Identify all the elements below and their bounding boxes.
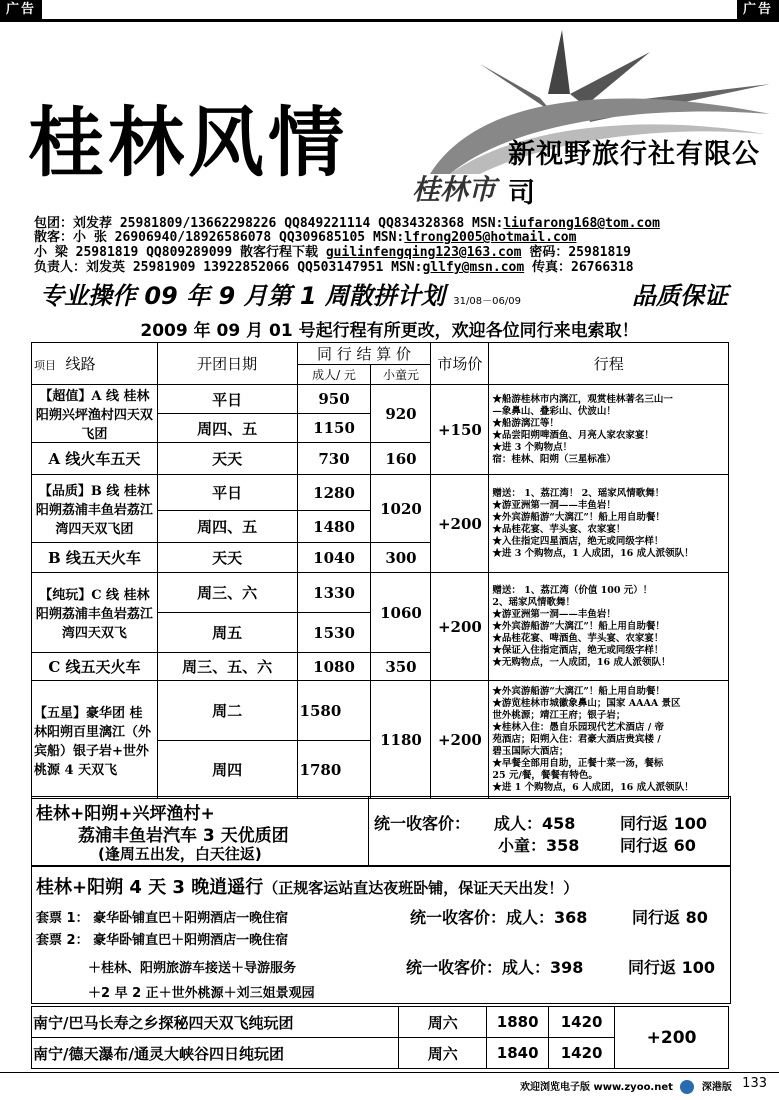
- package-2: 套票 2： 豪华卧铺直巴＋阳朔酒店一晚住宿: [36, 933, 289, 948]
- train-title: 桂林+阳朔 4 天 3 晚逍遥行（正规客运站直达夜班卧铺，保证天天出发！）: [36, 877, 579, 898]
- nanning-adult: 1840: [487, 1038, 549, 1069]
- nanning-adult: 1880: [487, 1007, 549, 1038]
- route-table: [31, 342, 729, 799]
- bus-child-rebate: 同行返 60: [620, 836, 696, 855]
- package-2-rebate: 同行返 100: [628, 958, 715, 977]
- notice: 2009 年 09 月 01 号起行程有所更改，欢迎各位同行来电索取！: [140, 321, 639, 341]
- route-b-price2: 1480: [297, 511, 371, 543]
- nanning-day: 周六: [399, 1007, 487, 1038]
- top-divider: [0, 19, 779, 22]
- route-c-train-adult: 1080: [297, 653, 371, 681]
- route-b-date2: 周四、五: [157, 511, 297, 543]
- route-b-market: +200: [431, 475, 489, 573]
- route-c-date1: 周三、六: [157, 573, 297, 613]
- route-d-child: 1180: [371, 681, 431, 799]
- route-a-date1: 平日: [157, 385, 297, 414]
- contact-line: 包团：刘发荐 25981809/13662298226 QQ849221114 QQ834328368 MSN:liufarong168@tom.com: [34, 216, 660, 231]
- route-d-date1: 周二: [157, 681, 297, 741]
- contact-line: 负责人：刘发英 25981909 13922852066 QQ503147951 MSN:gllfy@msn.com 传真：26766318: [34, 260, 634, 275]
- route-a-itinerary: ★船游桂林市内漓江，观赏桂林著名三山一 —象鼻山、叠彩山、伏波山！ ★船游漓江等！ ★品尝阳朔啤酒鱼、月亮人家农家宴！ ★进 3 个购物点！ 宿：桂林、阳朔（三星标准）: [489, 385, 729, 475]
- route-a-train-adult: 730: [297, 443, 371, 475]
- route-c-child: 1060: [371, 573, 431, 653]
- route-d-itinerary: ★外宾游船游“大漓江”！船上用自助餐！ ★游览桂林市城徽象鼻山；国家 AAAA 景区 世外桃源；靖江王府；银子岩； ★桂林入住：愚自乐园现代艺术酒店 / 帝 苑酒店；阳朔入住：君豪大酒店贵宾楼 / 碧玉国际大酒店； ★早餐全部用自助，正餐十菜一汤，餐标 25 元/餐，餐餐有特色。 ★进 1 个购物点，6 人成团，16 成人派领队！: [489, 681, 729, 799]
- plan-heading: 专业操作 09 年 9 月第 1 周散拼计划 31/08－06/09 品质保证: [40, 276, 521, 311]
- bus-adult: 成人：458: [494, 814, 576, 833]
- package-2-extra: ＋桂林、阳朔旅游车接送＋导游服务: [88, 961, 297, 976]
- header-dates: 开团日期: [157, 343, 297, 385]
- contact-line: 散客：小 张 26906940/18926586078 QQ309685105 MSN:lfrong2005@hotmail.com: [34, 230, 577, 245]
- nanning-child: 1420: [549, 1038, 615, 1069]
- bus-tour-box: [31, 796, 731, 866]
- ad-tag-right: 广告: [737, 0, 779, 20]
- header-route: 项目 线路: [32, 343, 158, 385]
- ad-tag-left: 广告: [0, 0, 42, 20]
- email-link[interactable]: liufarong168@tom.com: [503, 216, 660, 231]
- route-c-price2: 1530: [297, 613, 371, 653]
- package-2-extra2: ＋2 早 2 正＋世外桃源＋刘三姐景观园: [88, 986, 315, 1001]
- route-c-train-child: 350: [371, 653, 431, 681]
- contact-line: 小 梁 25981819 QQ809289099 散客行程下载 guilinfengqing123@163.com 密码：25981819: [34, 245, 631, 260]
- bus-divider: [368, 797, 369, 865]
- header-market: 市场价: [431, 343, 489, 385]
- package-1: 套票 1： 豪华卧铺直巴＋阳朔酒店一晚住宿: [36, 911, 289, 926]
- route-c-name: 【纯玩】C 线 桂林阳朔荔浦丰鱼岩荔江湾四天双飞: [32, 573, 158, 653]
- route-b-train-days: 天天: [157, 543, 297, 573]
- route-b-train: B 线五天火车: [32, 543, 158, 573]
- route-a-date2: 周四、五: [157, 414, 297, 443]
- route-b-name: 【品质】B 线 桂林阳朔荔浦丰鱼岩荔江湾四天双飞团: [32, 475, 158, 543]
- email-link[interactable]: lfrong2005@hotmail.com: [404, 230, 577, 245]
- route-a-child: 920: [371, 385, 431, 443]
- nanning-market: +200: [615, 1007, 729, 1069]
- bus-line2: 荔浦丰鱼岩汽车 3 天优质团: [78, 826, 289, 846]
- route-a-train-child: 160: [371, 443, 431, 475]
- footer-text: 欢迎浏览电子版 www.zyoo.net 深港版: [520, 1082, 732, 1093]
- bus-line3: (逢周五出发，白天往返): [98, 845, 262, 863]
- route-a-train-days: 天天: [157, 443, 297, 475]
- header-itinerary: 行程: [489, 343, 729, 385]
- route-c-itinerary: 赠送： 1、荔江湾（价值 100 元）！ 2、瑶家风情歌舞！ ★游亚洲第一洞——丰鱼岩！ ★外宾游船游“大漓江”！船上用自助餐！ ★品桂花宴、啤酒鱼、芋头宴、农家宴！ ★保证入住指定酒店，绝无或同级字样！ ★无购物点，一人成团，16 成人派领队！: [489, 573, 729, 681]
- nanning-route: 南宁/德天瀑布/通灵大峡谷四日纯玩团: [32, 1038, 399, 1069]
- table-row: [32, 1007, 729, 1038]
- route-d-price2: 1780: [297, 741, 371, 799]
- bus-line1: 桂林+阳朔+兴坪渔村+: [36, 804, 215, 824]
- route-b-itinerary: 赠送： 1、荔江湾！ 2、瑶家风情歌舞！ ★游亚洲第一洞——丰鱼岩！ ★外宾游船游“大漓江”！船上用自助餐！ ★品桂花宴、芋头宴、农家宴！ ★入住指定四星酒店，绝无或同级字样！ ★进 3 个购物点，1 人成团，16 成人派领队！: [489, 475, 729, 573]
- header-adult: 成人/ 元: [297, 365, 371, 385]
- footer-logo-icon: [680, 1080, 694, 1094]
- nanning-route: 南宁/巴马长寿之乡探秘四天双飞纯玩团: [32, 1007, 399, 1038]
- route-b-price1: 1280: [297, 475, 371, 511]
- package-2-price: 统一收客价：成人：398: [406, 958, 584, 977]
- footer-divider: [0, 1072, 779, 1073]
- route-c-market: +200: [431, 573, 489, 681]
- train-tour-box: [31, 866, 731, 1004]
- route-d-market: +200: [431, 681, 489, 799]
- bus-price-label: 统一收客价：: [374, 814, 471, 833]
- nanning-table: [31, 1006, 729, 1069]
- package-1-rebate: 同行返 80: [632, 908, 708, 927]
- route-a-price1: 950: [297, 385, 371, 414]
- route-b-train-child: 300: [371, 543, 431, 573]
- route-a-price2: 1150: [297, 414, 371, 443]
- route-a-name: 【超值】A 线 桂林阳朔兴坪渔村四天双飞团: [32, 385, 158, 443]
- city-label: 桂林市: [412, 173, 497, 206]
- email-link[interactable]: guilinfengqing123@163.com: [325, 245, 522, 260]
- route-d-name: 【五星】豪华团 桂林阳朔百里漓江（外宾船）银子岩+世外桃源 4 天双飞: [32, 681, 158, 799]
- route-a-train: A 线火车五天: [32, 443, 158, 475]
- route-c-train: C 线五天火车: [32, 653, 158, 681]
- header-price: 同 行 结 算 价: [297, 343, 431, 365]
- page-number: 133: [742, 1076, 767, 1091]
- route-c-train-days: 周三、五、六: [157, 653, 297, 681]
- quality-slogan: 品质保证: [632, 282, 728, 310]
- header-child: 小童元: [371, 365, 431, 385]
- route-c-date2: 周五: [157, 613, 297, 653]
- route-b-date1: 平日: [157, 475, 297, 511]
- email-link[interactable]: gllfy@msn.com: [422, 260, 525, 275]
- nanning-day: 周六: [399, 1038, 487, 1069]
- bus-adult-rebate: 同行返 100: [620, 814, 707, 833]
- nanning-child: 1420: [549, 1007, 615, 1038]
- page-title: 桂林风情: [28, 98, 348, 187]
- route-b-child: 1020: [371, 475, 431, 543]
- date-range: 31/08－06/09: [453, 296, 521, 307]
- route-c-price1: 1330: [297, 573, 371, 613]
- company-name: 新视野旅行社有限公司: [508, 139, 760, 209]
- route-d-price1: 1580: [297, 681, 371, 741]
- route-b-train-adult: 1040: [297, 543, 371, 573]
- route-d-date2: 周四: [157, 741, 297, 799]
- package-1-price: 统一收客价：成人：368: [410, 908, 588, 927]
- bus-child: 小童：358: [498, 836, 580, 855]
- route-a-market: +150: [431, 385, 489, 475]
